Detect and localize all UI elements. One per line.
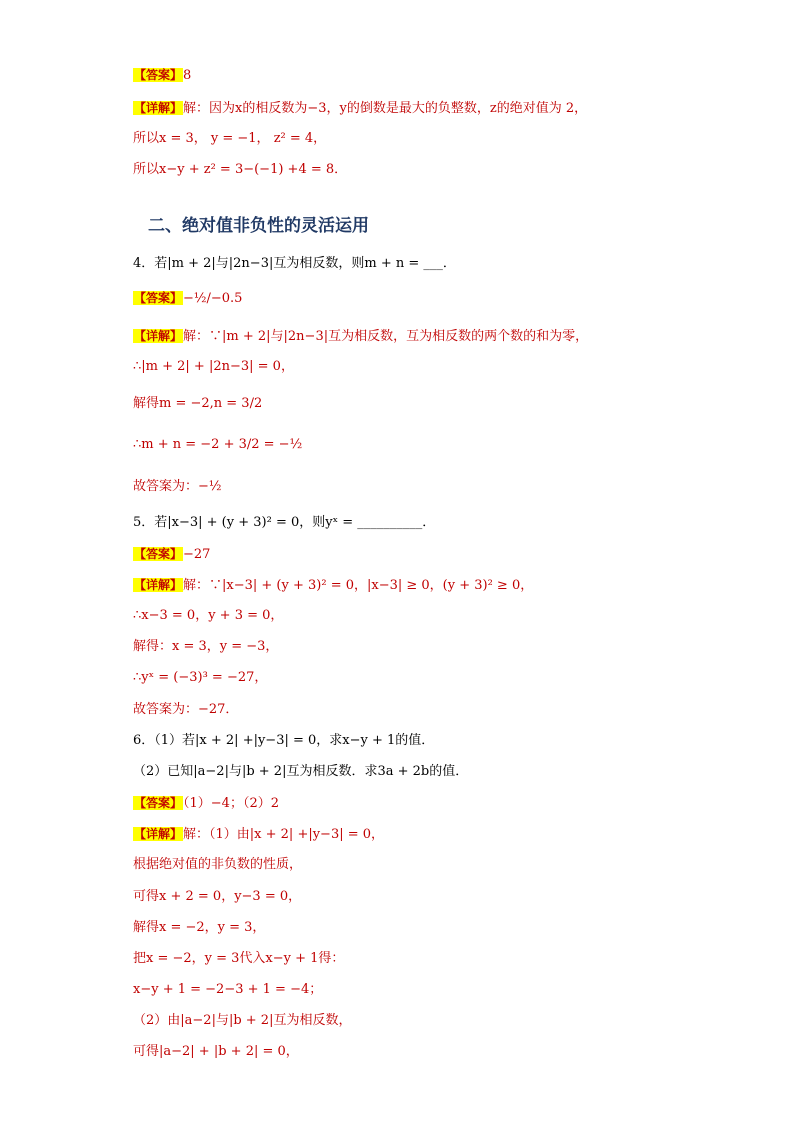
line-text: （1）−4；（2）2: [183, 796, 279, 811]
text-line: [133, 669, 267, 687]
text-line: [133, 607, 283, 625]
text-line: [133, 514, 435, 532]
text-line: [133, 436, 302, 454]
label-tag: 【详解】: [134, 578, 183, 592]
line-text: 解：（1）由|x + 2| +|y−3| = 0，: [183, 827, 385, 842]
label-tag: 【详解】: [134, 827, 183, 841]
line-text: 解：∵|x−3| + (y + 3)² = 0，|x−3| ≥ 0，(y + 3)² ≥ 0，: [183, 578, 534, 593]
text-line: [133, 794, 279, 813]
text-line: [133, 732, 434, 750]
line-text: 把x = −2，y = 3代入x−y + 1得：: [133, 951, 345, 966]
label-tag: 【详解】: [134, 101, 183, 115]
label-tag: 【答案】: [134, 291, 183, 305]
line-text: ∴|m + 2| + |2n−3| = 0，: [133, 359, 294, 374]
label-tag: 【详解】: [134, 329, 183, 343]
text-line: [133, 888, 301, 906]
line-text: （2）由|a−2|与|b + 2|互为相反数，: [133, 1013, 352, 1028]
text-line: [133, 255, 456, 273]
line-text: 8: [183, 68, 192, 83]
text-line: [133, 327, 588, 346]
line-text: 故答案为：−27．: [133, 702, 239, 717]
text-line: [133, 478, 222, 496]
text-line: [133, 1012, 351, 1030]
line-text: 故答案为：−½: [133, 479, 222, 494]
text-line: [133, 856, 302, 874]
line-text: 可得x + 2 = 0，y−3 = 0，: [133, 889, 302, 904]
text-line: [133, 130, 326, 148]
text-line: [133, 1043, 299, 1061]
text-line: [133, 701, 238, 719]
line-text: 解：∵|m + 2|与|2n−3|互为相反数，互为相反数的两个数的和为零，: [183, 329, 589, 344]
text-line: [133, 763, 468, 781]
line-text: 解：因为x的相反数为−3，y的倒数是最大的负整数，z的绝对值为 2，: [183, 101, 588, 116]
line-text: 可得|a−2| + |b + 2| = 0，: [133, 1044, 299, 1059]
label-tag: 【答案】: [134, 68, 183, 82]
text-line: [133, 161, 347, 179]
line-text: 解得x = −2，y = 3，: [133, 920, 266, 935]
text-line: [133, 576, 533, 595]
line-text: −½/−0.5: [183, 291, 243, 306]
text-line: [133, 289, 242, 308]
line-text: （2）已知|a−2|与|b + 2|互为相反数．求3a + 2b的值．: [133, 764, 469, 779]
text-line: [133, 919, 265, 937]
label-tag: 【答案】: [134, 796, 183, 810]
text-line: [133, 950, 344, 968]
line-text: 5．若|x−3| + (y + 3)² = 0，则yˣ = __________．: [133, 515, 436, 530]
line-text: 6．（1）若|x + 2| +|y−3| = 0，求x−y + 1的值．: [133, 733, 435, 748]
line-text: −27: [183, 547, 211, 562]
text-line: [133, 825, 384, 844]
text-line: [133, 545, 210, 564]
text-line: [133, 99, 587, 118]
line-text: 解得：x = 3，y = −3，: [133, 639, 279, 654]
text-line: [133, 395, 262, 413]
line-text: 4．若|m + 2|与|2n−3|互为相反数，则m + n = ___．: [133, 256, 456, 271]
text-line: [133, 358, 294, 376]
line-text: x−y + 1 = −2−3 + 1 = −4；: [133, 982, 323, 997]
text-line: [133, 638, 278, 656]
line-text: 根据绝对值的非负数的性质，: [133, 857, 303, 872]
text-line: [133, 981, 322, 999]
label-tag: 【答案】: [134, 547, 183, 561]
text-line: [133, 66, 191, 85]
line-text: 所以x−y + z² = 3−(−1) +4 = 8．: [133, 162, 348, 177]
line-text: ∴x−3 = 0，y + 3 = 0，: [133, 608, 284, 623]
line-text: ∴yˣ = (−3)³ = −27，: [133, 670, 268, 685]
line-text: 解得m = −2,n = 3/2: [133, 396, 263, 411]
line-text: ∴m + n = −2 + 3/2 = −½: [133, 437, 303, 452]
section-title: 二、绝对值非负性的灵活运用: [148, 216, 369, 236]
line-text: 所以x = 3， y = −1， z² = 4，: [133, 131, 327, 146]
